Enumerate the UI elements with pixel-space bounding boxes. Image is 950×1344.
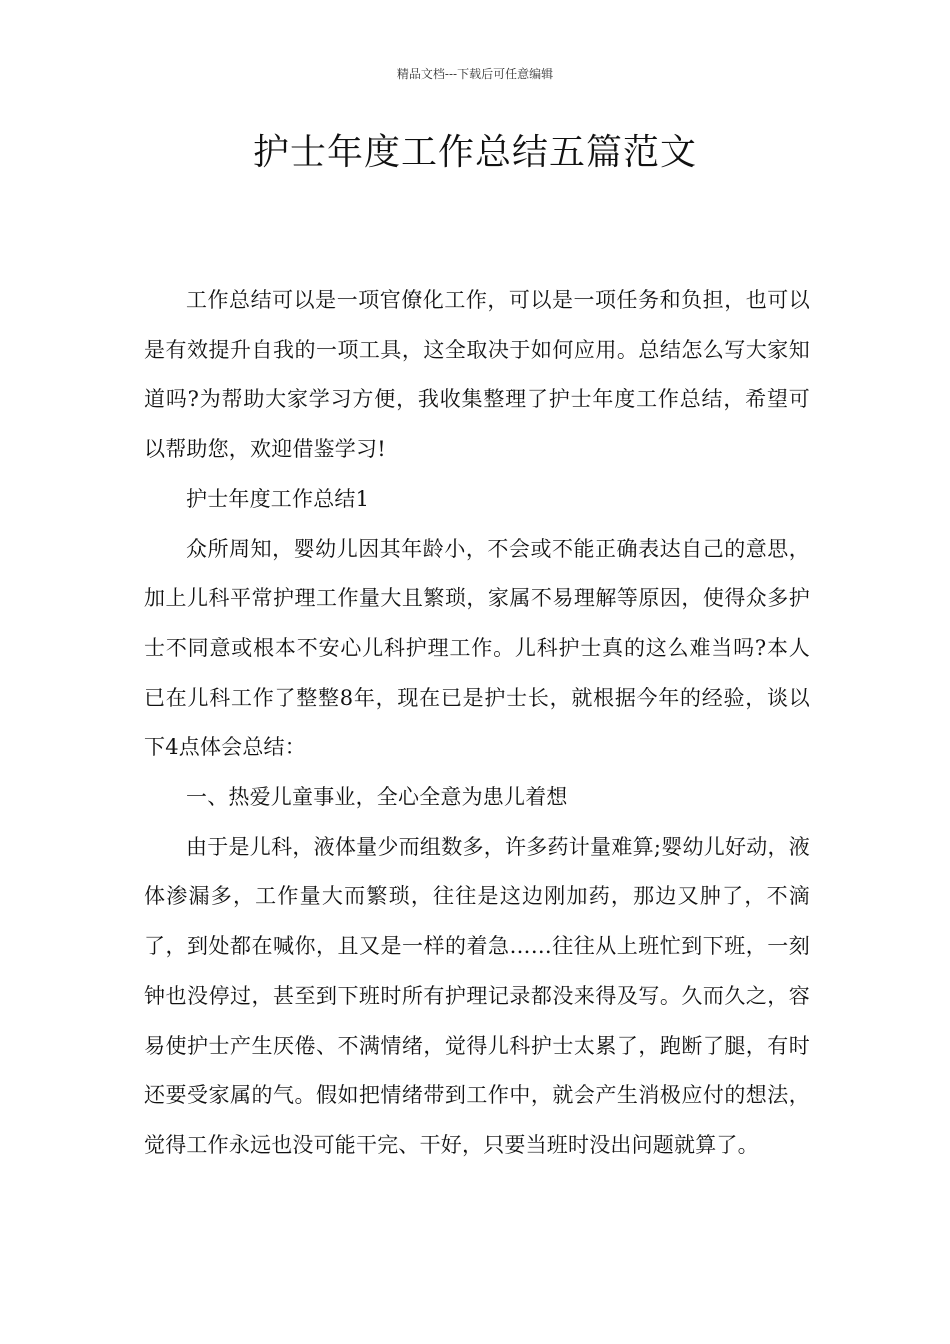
body-paragraph: 众所周知，婴幼儿因其年龄小，不会或不能正确表达自己的意思，加上儿科平常护理工作量大且繁琐，家属不易理解等原因，使得众多护士不同意或根本不安心儿科护理工作。儿科护士真的这么难当吗?本人已在儿科工作了整整8年，现在已是护士长，就根据今年的经验，谈以下4点体会总结： [144,536,810,760]
document-body [144,276,810,1171]
subsection-heading-1: 一、热爱儿童事业，全心全意为患儿着想 [186,785,568,810]
intro-paragraph: 工作总结可以是一项官僚化工作，可以是一项任务和负担，也可以是有效提升自我的一项工具，这全取决于如何应用。总结怎么写大家知道吗?为帮助大家学习方便，我收集整理了护士年度工作总结，希望可以帮助您，欢迎借鉴学习! [144,288,810,462]
document-title: 护士年度工作总结五篇范文 [252,132,697,173]
section-heading-1: 护士年度工作总结1 [186,486,370,511]
page-header-note: 精品文档---下载后可任意编辑 [396,67,554,81]
body-paragraph: 由于是儿科，液体量少而组数多，许多药计量难算;婴幼儿好动，液体渗漏多，工作量大而繁琐，往往是这边刚加药，那边又肿了，不滴了，到处都在喊你，且又是一样的着急……往往从上班忙到下班，一刻钟也没停过，甚至到下班时所有护理记录都没来得及写。久而久之，容易使护士产生厌倦、不满情绪，觉得儿科护士太累了，跑断了腿，有时还要受家属的气。假如把情绪带到工作中，就会产生消极应付的想法，觉得工作永远也没可能干完、干好，只要当班时没出问题就算了。 [144,834,810,1157]
